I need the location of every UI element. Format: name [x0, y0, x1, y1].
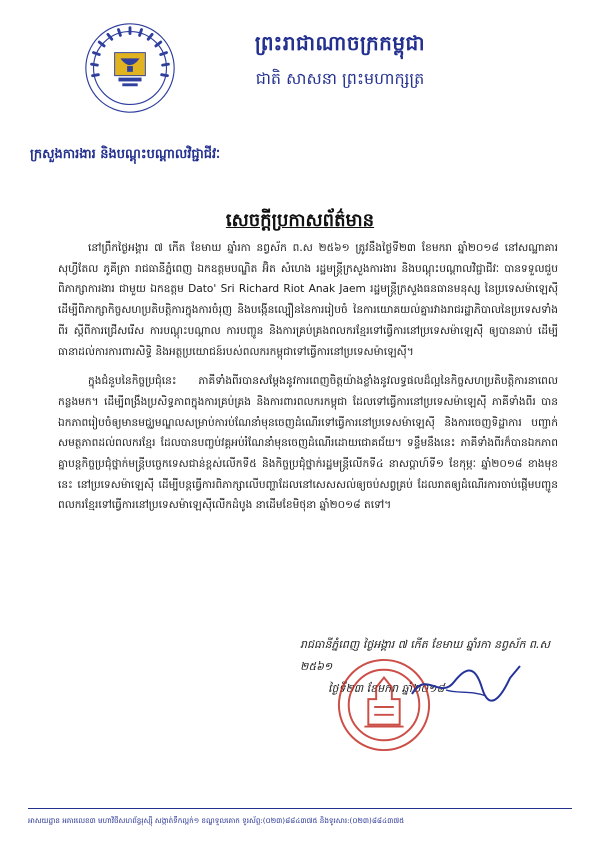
footer-address: អាសយដ្ឋាន អគារលេខ៣ មហាវិថីសហព័ន្ធរុស្ស៊ី សង្កាត់ទឹកល្អក់១ ខណ្ឌទួលគោក ទូរស័ព្ទ:(០២៣)៨៨៤៣៧៥ និងទូរសារ:(០២៣)៨៨៤៣៧៥: [28, 816, 405, 825]
document-title: សេចក្តីប្រកាសព័ត៌មាន: [225, 210, 375, 231]
ministry-name: ក្រសួងការងារ និងបណ្តុះបណ្តាលវិជ្ជាជីវៈ: [30, 147, 221, 162]
date-line-lunar: រាជធានីភ្នំពេញ ថ្ងៃអង្គារ ៧ កើត ខែមាឃ ឆ្នាំរកា នព្វស័ក ព.ស ២៥៦១: [300, 638, 550, 673]
paragraph-1: នៅព្រឹកថ្ងៃអង្គារ ៧ កើត ខែមាឃ ឆ្នាំរកា នព្វស័ក ព.ស ២៥៦១ ត្រូវនឹងថ្ងៃទី២៣ ខែមករា ឆ្នាំ២០១៨ នៅសណ្ឋាគារសុហ្វីតែល ភូគីត្រា រាជធានីភ្នំពេញ ឯកឧត្តមបណ្ឌិត អ៊ិត សំហេង រដ្ឋមន្ត្រីក្រសួងការងារ និងបណ្តុះបណ្តាលវិជ្ជាជីវៈ បានទទួលជួបពិភាក្សាការងារ ជាមួយ ឯកឧត្តម Dato' Sri Richard Riot Anak Jaem រដ្ឋមន្ត្រីក្រសួងធនធានមនុស្ស នៃប្រទេសម៉ាឡេស៊ី ដើម្បីពិភាក្សាកិច្ចសហប្រតិបត្តិការក្នុងការចំរុញ និងបង្កើនល្បឿននៃការរៀបចំ នៃការយោគយល់គ្នារវាងរាជរដ្ឋាភិបាលនៃប្រទេសទាំងពីរ ស្តីពីការជ្រើសរើស ការបណ្តុះបណ្តាល ការបញ្ជូន និងការគ្រប់គ្រងពលករខ្មែរទៅធ្វើការនៅប្រទេសម៉ាឡេស៊ី ឲ្យបានឆាប់ ដើម្បីធានាដល់ការការពារសិទ្ធិ និងអត្ថប្រយោជន៍របស់ពលករកម្ពុជាទៅធ្វើការនៅប្រទេសម៉ាឡេស៊ី។: [58, 242, 558, 358]
document-body: [58, 238, 558, 525]
kingdom-heading: [190, 30, 490, 92]
national-motto: ជាតិ សាសនា ព្រះមហាក្សត្រ: [255, 69, 425, 88]
footer-divider: [28, 808, 572, 809]
paragraph-2: ក្នុងជំនួបនៃកិច្ចប្រជុំនេះ ភាគីទាំងពីរបានសម្តែងនូវការពេញចិត្តយ៉ាងខ្លាំងនូវលទ្ធផលដ៏ល្អនៃកិច្ចសហប្រតិបត្តិការនាពេលកន្លងមក។ ដើម្បីពង្រឹងប្រសិទ្ធភាពក្នុងការគ្រប់គ្រង និងការពារពលករកម្ពុជា ដែលទៅធ្វើការនៅប្រទេសម៉ាឡេស៊ី ភាគីទាំងពីរ បានឯកភាពរៀបចំឲ្យមានមជ្ឈមណ្ឌលសម្រាប់ការប់ណែនាំមុនចេញដំណើរទៅធ្វើការនៅប្រទេសម៉ាឡេស៊ី និងការចេញទិដ្ឋាការ បញ្ជាក់សមត្ថភាពដល់ពលករខ្មែរ ដែលបានបញ្ចប់វគ្គអប់រំណែនាំមុនចេញដំណើរដោយជោគជ័យ។ ទន្ទឹមនឹងនេះ ភាគីទាំងពីរក៏បានឯកភាពគ្នាបន្តកិច្ចប្រជុំថ្នាក់មន្ត្រីបច្ចេកទេសជាន់ខ្ពស់លើកទី៥ និងកិច្ចប្រជុំថ្នាក់រដ្ឋមន្ត្រីលើកទី៤ នាសប្តាហ៍ទី១ ខែកុម្ភៈ ឆ្នាំ២០១៨ ខាងមុខនេះ នៅប្រទេសម៉ាឡេស៊ី ដើម្បីបន្តធ្វើការពិភាក្សាលើបញ្ហាដែលនៅសេសសល់ឲ្យចប់សព្វគ្រប់ ដែលរាតឲ្យដំណើរការចាប់ផ្តើមបញ្ជូនពលករខ្មែរទៅធ្វើការនៅប្រទេសម៉ាឡេស៊ីលើកដំបូង នាដើមខែមិថុនា ឆ្នាំ២០១៨ តទៅ។: [58, 375, 558, 512]
date-line-gregorian: ថ្ងៃទី២៣ ខែមករា ឆ្នាំ២០១៨: [328, 682, 445, 695]
kingdom-title: ព្រះរាជាណាចក្រកម្ពុជា: [254, 31, 426, 55]
handwritten-signature-icon: [406, 660, 526, 710]
ministry-seal-icon: [82, 20, 178, 116]
